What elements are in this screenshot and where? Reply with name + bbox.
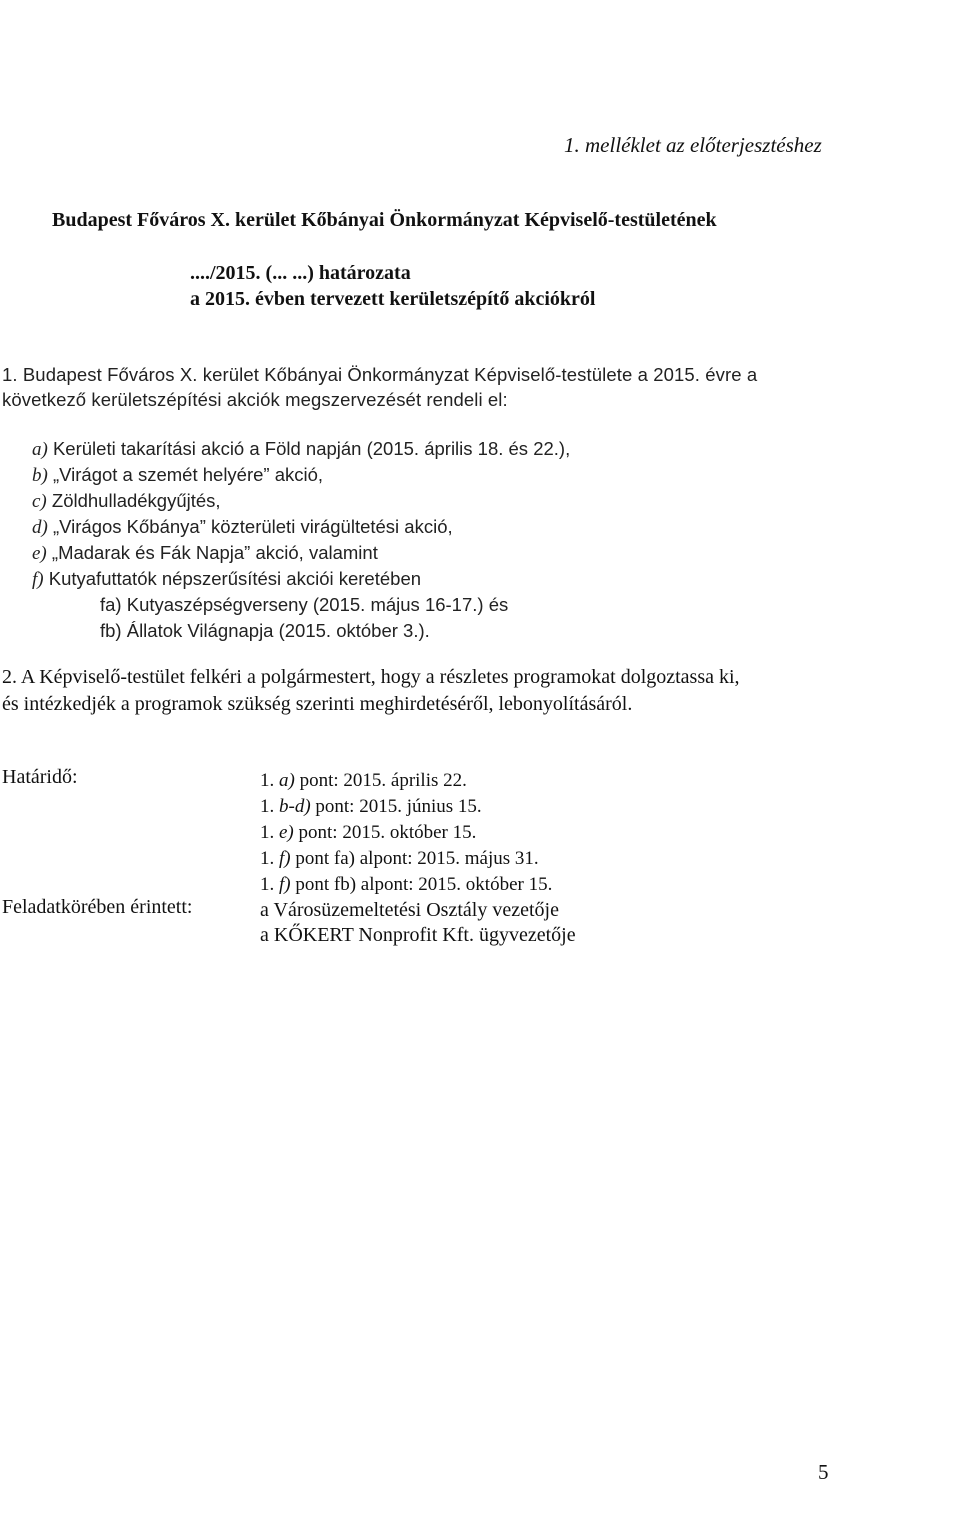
deadline-ref: a)	[279, 770, 295, 791]
deadline-entry	[260, 822, 476, 844]
subitem-fa: fa) Kutyaszépségverseny (2015. május 16-17.) és	[100, 594, 509, 615]
action-item-text: Kerületi takarítási akció a Föld napján (2015. április 18. és 22.),	[47, 438, 571, 459]
deadline-entry	[260, 770, 467, 792]
resolution-subject: a 2015. évben tervezett kerületszépítő akciókról	[190, 288, 596, 310]
point2-line1: 2. A Képviselő-testület felkéri a polgármestert, hogy a részletes programokat dolgoztassa ki,	[2, 666, 740, 688]
point2-line2: és intézkedjék a programok szükség szerinti meghirdetéséről, lebonyolításáról.	[2, 693, 633, 715]
deadline-suffix: pont fb) alpont: 2015. október 15.	[290, 874, 553, 895]
action-item-e	[32, 542, 378, 565]
deadline-label: Határidő:	[2, 766, 78, 788]
action-item-text: „Virágos Kőbánya” közterületi virágültetési akció,	[47, 516, 453, 537]
deadline-entry	[260, 848, 539, 870]
action-item-c	[32, 490, 221, 513]
responsible-line1: a Városüzemeltetési Osztály vezetője	[260, 899, 559, 921]
action-item-letter: a)	[32, 439, 48, 460]
point1-intro-line1: 1. Budapest Főváros X. kerület Kőbányai Önkormányzat Képviselő-testülete a 2015. évre a	[2, 364, 758, 385]
annex-label: 1. melléklet az előterjesztéshez	[564, 133, 822, 157]
action-item-f	[32, 568, 421, 591]
action-item-letter: e)	[32, 543, 47, 564]
deadline-suffix: pont: 2015. április 22.	[294, 770, 467, 791]
responsible-line2: a KŐKERT Nonprofit Kft. ügyvezetője	[260, 924, 576, 946]
action-item-letter: b)	[32, 465, 48, 486]
deadline-suffix: pont fa) alpont: 2015. május 31.	[290, 848, 539, 869]
responsible-label: Feladatkörében érintett:	[2, 896, 193, 918]
subitem-fb: fb) Állatok Világnapja (2015. október 3.).	[100, 620, 430, 641]
point1-intro-line2: következő kerületszépítési akciók megszervezését rendeli el:	[2, 389, 508, 410]
deadline-ref: f)	[279, 874, 291, 895]
deadline-ref: b-d)	[279, 796, 311, 817]
resolution-issuer: Budapest Főváros X. kerület Kőbányai Önkormányzat Képviselő-testületének	[52, 209, 717, 231]
resolution-number: ..../2015. (... ...) határozata	[190, 262, 411, 284]
action-item-text: Zöldhulladékgyűjtés,	[46, 490, 221, 511]
deadline-ref: f)	[279, 848, 291, 869]
deadline-entry	[260, 796, 482, 818]
action-item-text: Kutyafuttatók népszerűsítési akciói keretében	[43, 568, 422, 589]
deadline-entry	[260, 874, 552, 896]
action-item-d	[32, 516, 453, 539]
deadline-prefix: 1.	[260, 796, 279, 817]
action-item-text: „Virágot a szemét helyére” akció,	[47, 464, 324, 485]
deadline-prefix: 1.	[260, 874, 279, 895]
action-item-letter: f)	[32, 569, 44, 590]
action-item-letter: d)	[32, 517, 48, 538]
deadline-suffix: pont: 2015. június 15.	[310, 796, 482, 817]
deadline-prefix: 1.	[260, 770, 279, 791]
page-number: 5	[818, 1460, 829, 1484]
deadline-prefix: 1.	[260, 822, 279, 843]
deadline-ref: e)	[279, 822, 294, 843]
action-item-letter: c)	[32, 491, 47, 512]
deadline-prefix: 1.	[260, 848, 279, 869]
action-item-b	[32, 464, 323, 487]
action-item-a	[32, 438, 570, 461]
deadline-suffix: pont: 2015. október 15.	[293, 822, 477, 843]
action-item-text: „Madarak és Fák Napja” akció, valamint	[46, 542, 378, 563]
